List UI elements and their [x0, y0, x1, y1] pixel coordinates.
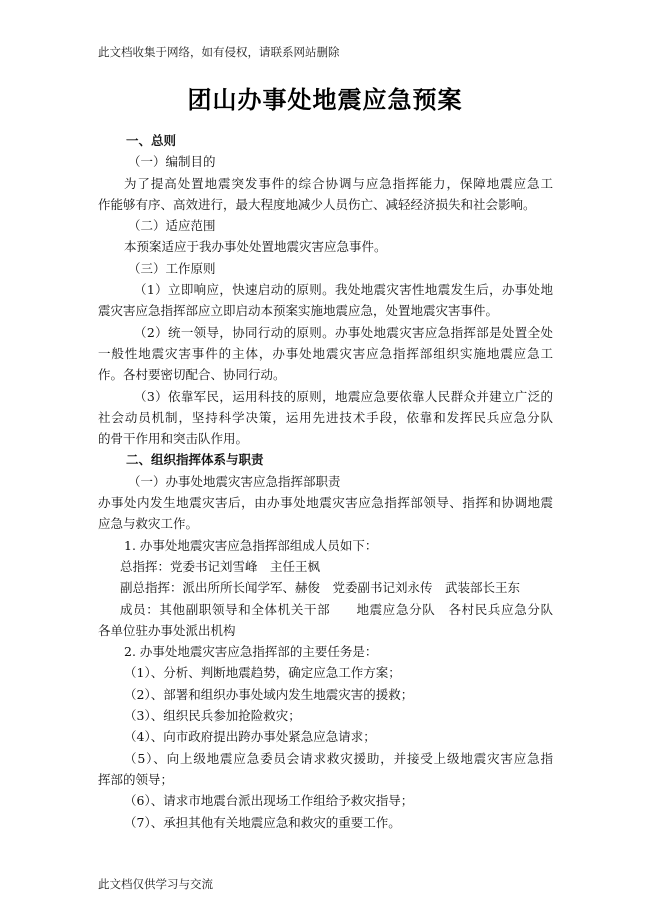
task-item: （1）、分析、判断地震趋势，确定应急工作方案；: [124, 665, 401, 681]
document-body: [98, 130, 553, 833]
task-item: （5）、向上级地震应急委员会请求救灾援助，并接受上级地震灾害应急指: [124, 750, 553, 766]
task-item: （6）、请求市地震台派出现场工作组给予救灾指导；: [124, 793, 414, 809]
member-line: 总指挥：党委书记刘雪峰 主任王枫: [120, 558, 321, 574]
section-heading-1: 一、总则: [126, 133, 177, 148]
member-line: 副总指挥：派出所所长闻学军、赫俊 党委副书记刘永传 武装部长王东: [120, 580, 521, 596]
member-line: 各单位驻办事处派出机构: [98, 622, 236, 638]
task-item: （3）、组织民兵参加抢险救灾；: [124, 708, 301, 724]
paragraph-line: 的骨干作用和突击队作用。: [98, 431, 249, 447]
list-heading: 1. 办事处地震灾害应急指挥部组成人员如下：: [124, 537, 378, 553]
header-note: 此文档收集于网络，如有侵权，请联系网站删除: [98, 45, 340, 59]
paragraph-line: 本预案适应于我办事处处置地震灾害应急事件。: [124, 239, 387, 255]
paragraph-line: （3）依靠军民，运用科技的原则，地震应急要依靠人民群众并建立广泛的: [134, 388, 553, 404]
member-line: 成员：其他副职领导和全体机关干部 地震应急分队 各村民兵应急分队: [120, 601, 553, 617]
paragraph-line: （2）统一领导，协同行动的原则。办事处地震灾害应急指挥部是处置全处: [134, 324, 553, 340]
paragraph-line: 社会动员机制，坚持科学决策，运用先进技术手段，依靠和发挥民兵应急分队: [98, 409, 553, 425]
paragraph-line: 一般性地震灾害事件的主体，办事处地震灾害应急指挥部组织实施地震应急工: [98, 345, 553, 361]
task-item: （4）、向市政府提出跨办事处紧急应急请求；: [124, 729, 376, 745]
paragraph-line: 作能够有序、高效进行，最大程度地减少人员伤亡、减轻经济损失和社会影响。: [98, 196, 536, 212]
footer-note: 此文档仅供学习与交流: [98, 877, 213, 891]
document-title: 团山办事处地震应急预案: [187, 86, 463, 114]
paragraph-line: 为了提高处置地震突发事件的综合协调与应急指挥能力，保障地震应急工: [124, 175, 553, 191]
task-item: （2）、部署和组织办事处域内发生地震灾害的援救；: [124, 686, 414, 702]
paragraph-line: 作。各村要密切配合、协同行动。: [98, 367, 286, 383]
subsection-heading: （一）办事处地震灾害应急指挥部职责: [128, 473, 341, 489]
paragraph-line: 应急与救灾工作。: [98, 516, 199, 532]
subsection-heading: （一）编制目的: [128, 154, 216, 170]
paragraph-line: 震灾害应急指挥部应立即启动本预案实施地震应急，处置地震灾害事件。: [98, 303, 499, 319]
task-item-continued: 挥部的领导；: [98, 771, 174, 787]
paragraph-line: （1）立即响应，快速启动的原则。我处地震灾害性地震发生后，办事处地: [134, 282, 553, 298]
section-heading-2: 二、组织指挥体系与职责: [126, 452, 264, 468]
list-heading: 2. 办事处地震灾害应急指挥部的主要任务是：: [124, 644, 378, 660]
subsection-heading: （二）适应范围: [128, 218, 216, 234]
subsection-heading: （三）工作原则: [128, 260, 216, 276]
task-item: （7）、承担其他有关地震应急和救灾的重要工作。: [124, 814, 401, 830]
paragraph-line: 办事处内发生地震灾害后，由办事处地震灾害应急指挥部领导、指挥和协调地震: [98, 495, 553, 511]
